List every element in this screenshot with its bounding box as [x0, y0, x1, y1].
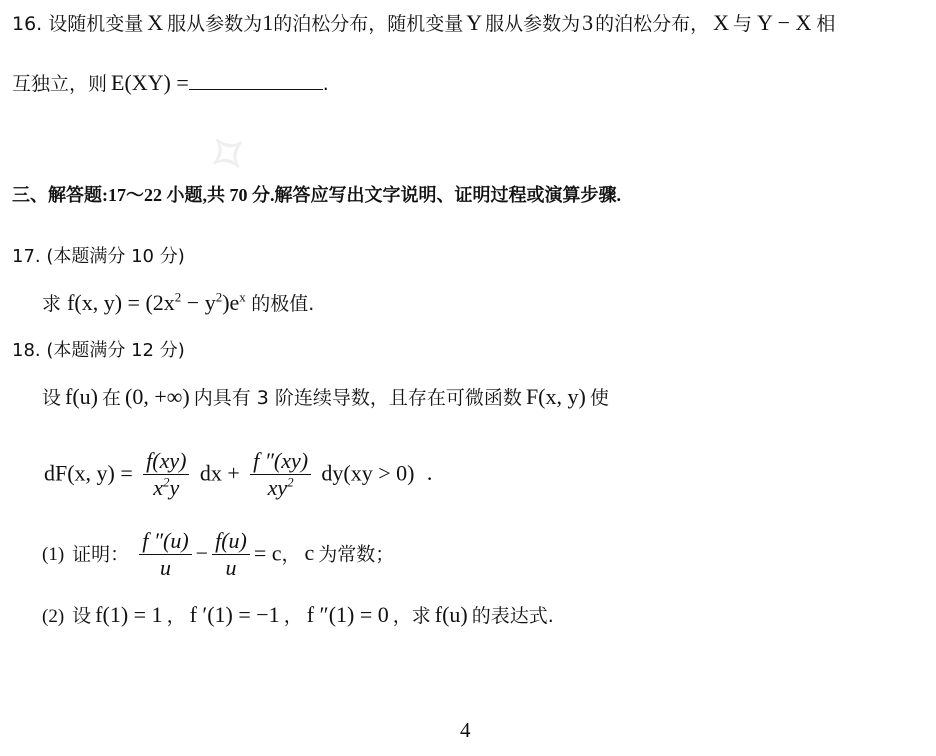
q16-expr-ymx: Y − X — [757, 10, 812, 35]
q16-var-x2: X — [713, 10, 730, 35]
q18-expr-fu: f(u) — [65, 384, 98, 409]
q17-expr-mid: − y — [181, 290, 216, 315]
q16-var-y: Y — [466, 10, 483, 35]
q17-sup3: x — [239, 289, 246, 305]
q16-text-c: 的泊松分布，随机变量 — [273, 13, 464, 35]
q17-sup2: 2 — [215, 289, 223, 305]
q18-p1-frac2-num: f(u) — [215, 528, 247, 553]
q16-number: 16. — [12, 13, 43, 35]
q16-param2: 3 — [582, 10, 594, 35]
q18-part1-text: 证明： — [72, 543, 130, 566]
q18-text-b: 在 — [102, 387, 122, 409]
q16-text-f: 与 — [733, 13, 753, 35]
q18-part1 — [42, 528, 394, 582]
q16-line2-text: 互独立，则 — [12, 73, 108, 95]
q18-part2-sep2: ， — [283, 605, 303, 627]
q18-eq-dy: dy(xy > 0) — [321, 460, 415, 486]
q18-expr-Fxy: F(x, y) — [525, 384, 586, 409]
q18-frac1-den-a: x — [153, 475, 164, 501]
q18-part2-text-c: 的表达式. — [471, 605, 554, 627]
q18-interval: (0, +∞) — [125, 384, 190, 409]
q18-part2-expr2: f ′(1) = −1 — [189, 602, 280, 627]
q18-p1-text: ， — [281, 543, 301, 566]
q17-text-b: 的极值. — [251, 293, 315, 315]
q18-p1-eq: = c — [253, 540, 282, 566]
q16-text-e: 的泊松分布， — [595, 13, 710, 35]
q18-frac2-den-sup: 2 — [287, 475, 294, 491]
q18-part2-text-b: ，求 — [392, 605, 431, 627]
q18-part1-label: (1) — [42, 544, 65, 566]
q18-frac2 — [250, 448, 311, 502]
q18-eq-left: dF(x, y) = — [44, 460, 133, 486]
q18-header: 18. (本题满分 12 分) — [12, 340, 185, 361]
q18-part2-label: (2) — [42, 606, 65, 627]
q18-eq-dx: dx + — [199, 460, 240, 486]
page-number: 4 — [460, 718, 471, 742]
q18-part2-sep1: ， — [166, 605, 186, 627]
section3-title: 三、解答题:17～22 小题,共 70 分.解答应写出文字说明、证明过程或演算步骤. — [12, 185, 621, 205]
q18-frac1 — [143, 448, 189, 502]
q18-frac1-den — [150, 475, 182, 501]
q18-part2-expr1: f(1) = 1 — [95, 602, 163, 627]
q17-body — [42, 289, 315, 315]
q18-text-d: 使 — [589, 387, 609, 409]
q16-text-b: 服从参数为 — [167, 13, 263, 35]
q16-line1 — [12, 12, 835, 34]
q16-text-d: 服从参数为 — [485, 13, 581, 35]
q16-text-a: 设随机变量 — [48, 13, 144, 35]
q16-line2 — [12, 72, 329, 94]
q18-text-a: 设 — [42, 387, 62, 409]
q18-frac1-den-sup: 2 — [163, 475, 170, 491]
q18-frac1-num: f(xy) — [146, 448, 187, 473]
q18-part2-text-a: 设 — [72, 605, 92, 627]
q16-text-g: 相 — [816, 13, 836, 35]
q18-p1-c: c — [304, 540, 315, 566]
q18-frac2-num: f ″(xy) — [253, 448, 309, 473]
q18-p1-frac1-num: f ″(u) — [142, 528, 189, 553]
q16-var-x: X — [147, 10, 164, 35]
q18-p1-text2: 为常数； — [318, 543, 395, 566]
q18-part2-expr3: f ″(1) = 0 — [306, 602, 389, 627]
q17-text-a: 求 — [42, 293, 62, 315]
q18-statement — [42, 386, 609, 408]
q18-text-c: 内具有 3 阶连续导数，且存在可微函数 — [193, 387, 522, 409]
q16-line2-end: . — [322, 73, 329, 95]
q17-expr — [67, 290, 251, 315]
q17-sup1: 2 — [174, 289, 182, 305]
q16-expr-exy: E(XY) = — [111, 70, 189, 95]
answer-blank[interactable] — [189, 72, 323, 90]
q18-frac1-den-b: y — [169, 475, 180, 501]
q17-expr-part1: f(x, y) = (2x — [67, 290, 175, 315]
q18-p1-frac2-den: u — [225, 555, 237, 581]
q18-p1-minus: − — [195, 540, 209, 566]
q18-eq-end: . — [426, 460, 433, 486]
watermark: ⟡ — [188, 110, 263, 191]
q16-param1: 1 — [262, 10, 274, 35]
q18-p1-frac1-den: u — [159, 555, 171, 581]
q18-frac2-den-a: xy — [267, 475, 288, 501]
q17-header: 17. (本题满分 10 分) — [12, 246, 185, 267]
q18-equation — [44, 448, 432, 502]
q18-part2-expr4: f(u) — [434, 602, 468, 627]
q18-frac2-den — [265, 475, 297, 501]
q18-p1-frac2 — [212, 528, 250, 582]
q18-p1-frac1 — [139, 528, 191, 582]
q18-part2 — [42, 604, 554, 626]
q17-expr-end: )e — [222, 290, 240, 315]
